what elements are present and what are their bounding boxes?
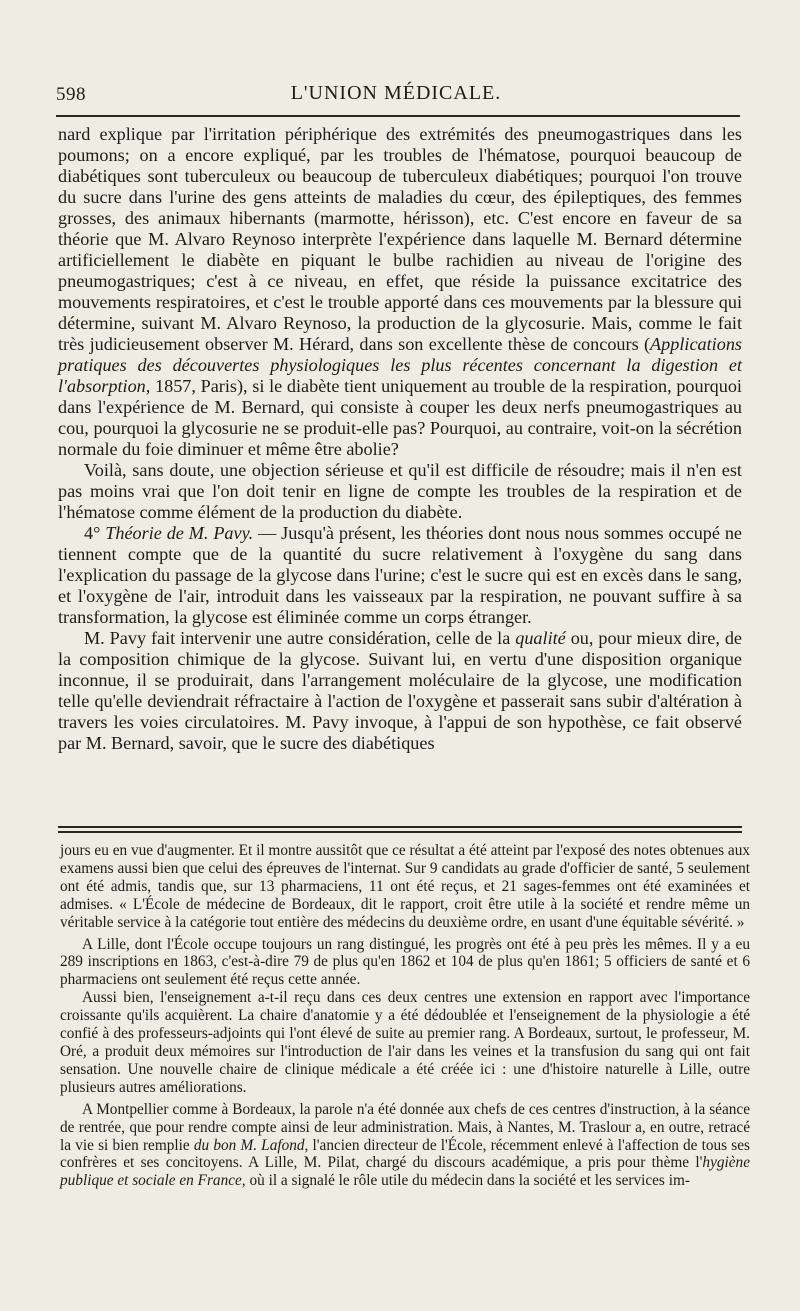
emphasis: du bon M. Lafond,: [193, 1136, 309, 1154]
footnote-text: l'ancien directeur de l'École, récemment enlevé à l'affection de tous ses confrères et ses concitoyens. A Lille, M. Pilat, chargé du discours académique, a pris pour thème l': [60, 1136, 751, 1172]
section-heading: Théorie de M. Pavy.: [105, 523, 254, 543]
paragraph: Voilà, sans doute, une objection sérieuse et qu'il est difficile de résoudre; mais il n'en est pas moins vrai que l'on doit tenir en ligne de compte les troubles de la respiration et de l'hématose comme élément de la production du diabète.: [58, 460, 742, 522]
cited-thesis-title: Applications pratiques des découvertes physiologiques les plus récentes concernant la digestion et l'absorption: [58, 334, 742, 396]
paragraph: [58, 628, 742, 754]
running-header: [56, 78, 736, 108]
section-number: 4°: [84, 523, 106, 543]
footnote-paragraph: A Lille, dont l'École occupe toujours un rang distingué, les progrès ont été à peu près les mêmes. Il y a eu 289 inscriptions en 1863, c'est-à-dire 79 de plus qu'en 1862 et 104 de plus qu'en 1861; 5 officiers de santé et 6 pharmaciens ont seulement été reçus cette année.: [60, 935, 750, 989]
paragraph-text: ou, pour mieux dire, de la composition chimique de la glycose. Suivant lui, en vertu d'une disposition organique inconnue, il se produirait, dans l'arrangement moléculaire de la glycose, une modification telle qu'elle deviendrait réfractaire à l'action de l'oxygène et passerait sans subir d'altération à travers les voies circulatoires. M. Pavy invoque, à l'appui de son hypothèse, ce fait observé par M. Bernard, savoir, que le sucre des diabétiques: [58, 628, 742, 753]
main-text: [58, 124, 742, 754]
paragraph-text: M. Pavy fait intervenir une autre considération, celle de la: [84, 628, 516, 648]
footnote-paragraph: jours eu en vue d'augmenter. Et il montre aussitôt que ce résultat a été atteint par l'exposé des notes obtenues aux examens aussi bien que celui des épreuves de l'internat. Sur 9 candidats au grade d'officier de santé, 5 seulement ont été admis, tandis que, sur 13 pharmaciens, 11 ont été reçus, et 21 sages-femmes ont été examinées et admises. « L'École de médecine de Bordeaux, dit le rapport, croit être utile à la société et rendre même un véritable service à la catégorie tout entière des médecins du deuxième ordre, en usant d'une équitable sévérité. »: [60, 842, 750, 931]
footnote-text: où il a signalé le rôle utile du médecin dans la société et les services im-: [245, 1172, 690, 1190]
journal-title: L'UNION MÉDICALE.: [290, 82, 502, 104]
footnote-separator: [58, 826, 742, 833]
emphasis: qualité: [515, 628, 566, 648]
paragraph-continued: [58, 124, 742, 460]
paragraph-text: — Jusqu'à présent, les théories dont nous nous sommes occupé ne tiennent compte que de la quantité du sucre relativement à l'oxygène du sang dans l'explication du passage de la glycose dans l'urine; c'est le sucre qui est en excès dans le sang, et l'oxygène de l'air, introduit dans les vaisseaux par la respiration, ne pouvant suffire à sa transformation, la glycose est éliminée comme un corps étranger.: [58, 523, 742, 627]
header-rule: [56, 115, 740, 117]
footnote-paragraph: Aussi bien, l'enseignement a-t-il reçu dans ces deux centres une extension en rapport avec l'importance croissante qu'ils acquièrent. La chaire d'anatomie y a été dédoublée et l'enseignement de la physiologie a été confié à des professeurs-adjoints qui l'ont élevé de suite au premier rang. A Bordeaux, surtout, le professeur, M. Oré, a produit deux mémoires sur l'introduction de l'air dans les veines et la transfusion du sang qui ont fait sensation. Une nouvelle chaire de clinique médicale a été créée ici : une d'histoire naturelle à Lille, outre plusieurs autres améliorations.: [60, 989, 750, 1096]
page-number: 598: [56, 84, 86, 105]
paragraph-text: , 1857, Paris), si le diabète tient uniquement au trouble de la respiration, pourquoi dans l'expérience de M. Bernard, qui consiste à couper les deux nerfs pneumogastriques au cou, pourquoi la glycosurie ne se produit-elle pas? Pourquoi, au contraire, voit-on la sécrétion normale du foie diminuer et même être abolie?: [58, 376, 742, 459]
emphasis: hygiène publique et sociale en France,: [60, 1154, 750, 1190]
footnote-area: [60, 842, 750, 1190]
footnote-paragraph: [60, 1101, 750, 1191]
footnote-text: A Montpellier comme à Bordeaux, la parole n'a été donnée aux chefs de ces centres d'instruction, à la séance de rentrée, que pour rendre compte ainsi de leur administration. Mais, à Nantes, M. Traslour a, en outre, retracé la vie si bien remplie: [60, 1100, 750, 1154]
paragraph-pavy-theory: [58, 523, 742, 628]
paragraph-text: nard explique par l'irritation périphérique des extrémités des pneumogastriques dans les poumons; on a encore expliqué, par les troubles de l'hématose, pourquoi beaucoup de diabétiques sont tuberculeux ou beaucoup de tuberculeux diabétiques; pourquoi l'on trouve du sucre dans l'urine des gens atteints de maladies du cœur, des épileptiques, des femmes grosses, des animaux hibernants (marmotte, hérisson), etc. C'est encore en faveur de sa théorie que M. Alvaro Reynoso interprète l'expérience dans laquelle M. Bernard détermine artificiellement le diabète en piquant le bulbe rachidien au niveau de l'origine des pneumogastriques; c'est à ce niveau, en effet, que réside la puissance excitatrice des mouvements respiratoires, et c'est le trouble apporté dans ces mouvements par la blessure qui détermine, suivant M. Alvaro Reynoso, la production de la glycosurie. Mais, comme le fait très judicieusement observer M. Hérard, dans son excellente thèse de concours (: [58, 124, 742, 354]
